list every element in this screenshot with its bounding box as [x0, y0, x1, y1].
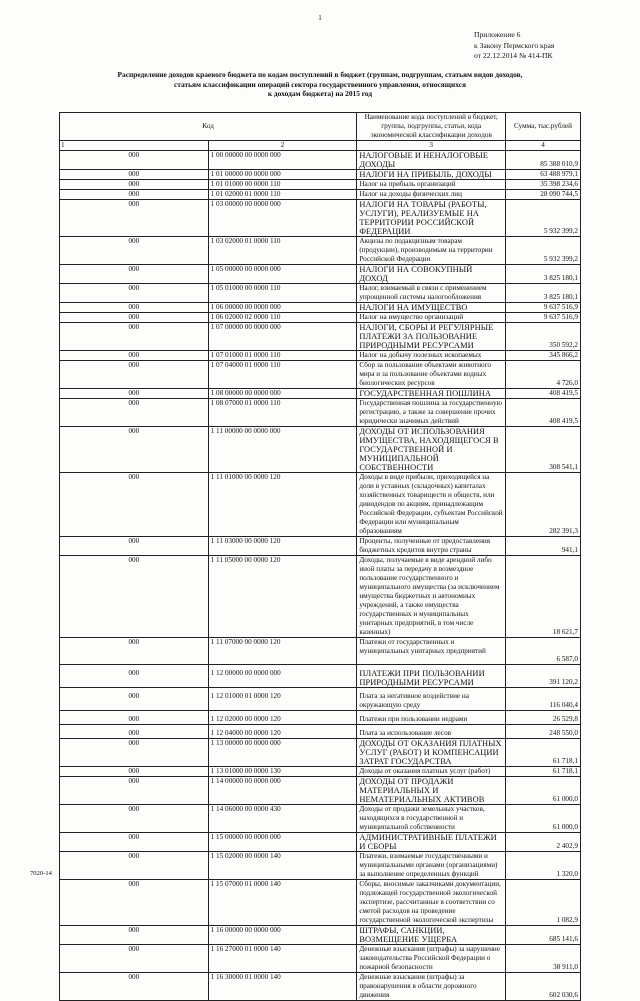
sum-cell: 38 911,0 [506, 945, 581, 973]
table-row [60, 767, 581, 777]
table-row [60, 237, 581, 265]
revenue-name-cell: НАЛОГИ, СБОРЫ И РЕГУЛЯРНЫЕ ПЛАТЕЖИ ЗА ПОЛЬЗОВАНИЕ ПРИРОДНЫМИ РЕСУРСАМИ [357, 323, 506, 351]
revenue-name-cell: АДМИНИСТРАТИВНЫЕ ПЛАТЕЖИ И СБОРЫ [357, 833, 506, 852]
sum-cell: 4 726,0 [506, 361, 581, 389]
title-line: Распределение доходов краевого бюджета по кодам поступлений в бюджет (группам, подгруппам, статьям видов доходов, [117, 70, 523, 79]
header-sum: Сумма, тыс.рублей [506, 113, 581, 141]
table-row [60, 151, 581, 170]
table-row [60, 711, 581, 725]
table-row [60, 833, 581, 852]
col-number: 1 [60, 141, 209, 151]
revenue-name-cell: Доходы от оказания платных услуг (работ) [357, 767, 506, 777]
admin-code-cell: 000 [60, 833, 209, 852]
budget-code-cell: 1 06 00000 00 0000 000 [208, 303, 357, 313]
admin-code-cell: 000 [60, 739, 209, 767]
appendix-line: Приложение 6 [474, 30, 521, 39]
col-number: 4 [506, 141, 581, 151]
sum-cell: 3 825 180,1 [506, 284, 581, 303]
revenue-name-cell: Платежи, взимаемые государственными и муниципальными органами (организациями) за выполнение определенных функций [357, 852, 506, 880]
admin-code-cell: 000 [60, 180, 209, 190]
budget-code-cell: 1 14 06000 00 0000 430 [208, 805, 357, 833]
table-row [60, 323, 581, 351]
table-row [60, 725, 581, 739]
table-row [60, 265, 581, 284]
admin-code-cell: 000 [60, 880, 209, 926]
budget-code-cell: 1 05 00000 00 0000 000 [208, 265, 357, 284]
admin-code-cell: 000 [60, 973, 209, 1001]
table-row [60, 170, 581, 180]
table-row [60, 303, 581, 313]
table-row [60, 665, 581, 688]
admin-code-cell: 000 [60, 945, 209, 973]
table-row [60, 852, 581, 880]
revenue-name-cell: НАЛОГИ НА ИМУЩЕСТВО [357, 303, 506, 313]
budget-code-cell: 1 07 04000 01 0000 110 [208, 361, 357, 389]
sum-cell: 9 637 516,9 [506, 313, 581, 323]
admin-code-cell: 000 [60, 303, 209, 313]
revenue-name-cell: ДОХОДЫ ОТ ПРОДАЖИ МАТЕРИАЛЬНЫХ И НЕМАТЕРИАЛЬНЫХ АКТИВОВ [357, 777, 506, 805]
budget-code-cell: 1 06 02000 02 0000 110 [208, 313, 357, 323]
budget-code-cell: 1 11 05000 00 0000 120 [208, 556, 357, 638]
sum-cell: 408 419,5 [506, 399, 581, 427]
col-number: 3 [357, 141, 506, 151]
table-row [60, 638, 581, 665]
revenue-name-cell: ДОХОДЫ ОТ ОКАЗАНИЯ ПЛАТНЫХ УСЛУГ (РАБОТ) И КОМПЕНСАЦИИ ЗАТРАТ ГОСУДАРСТВА [357, 739, 506, 767]
sum-cell: 35 398 234,6 [506, 180, 581, 190]
sum-cell: 282 391,3 [506, 473, 581, 537]
revenue-name-cell: Налог, взимаемый в связи с применением упрощенной системы налогообложения [357, 284, 506, 303]
appendix-line: от 22.12.2014 № 414-ПК [474, 51, 553, 60]
revenue-table [59, 112, 581, 1001]
budget-code-cell: 1 11 01000 00 0000 120 [208, 473, 357, 537]
document-title [50, 70, 590, 99]
budget-code-cell: 1 14 00000 00 0000 000 [208, 777, 357, 805]
sum-cell: 345 866,2 [506, 351, 581, 361]
sum-cell: 391 120,2 [506, 665, 581, 688]
table-row [60, 739, 581, 767]
budget-code-cell: 1 11 00000 00 0000 000 [208, 427, 357, 473]
revenue-name-cell: Налог на добычу полезных ископаемых [357, 351, 506, 361]
sum-cell: 28 090 744,5 [506, 190, 581, 200]
budget-code-cell: 1 15 07000 01 0000 140 [208, 880, 357, 926]
sum-cell: 18 621,7 [506, 556, 581, 638]
revenue-name-cell: Сбор за пользование объектами животного мира и за пользование объектами водных биологических ресурсов [357, 361, 506, 389]
sum-cell: 602 030,6 [506, 973, 581, 1001]
budget-code-cell: 1 07 00000 00 0000 000 [208, 323, 357, 351]
col-number: 2 [208, 141, 357, 151]
admin-code-cell: 000 [60, 284, 209, 303]
table-row [60, 973, 581, 1001]
sum-cell: 308 541,1 [506, 427, 581, 473]
sum-cell: 61 000,0 [506, 777, 581, 805]
table-row [60, 473, 581, 537]
admin-code-cell: 000 [60, 190, 209, 200]
admin-code-cell: 000 [60, 313, 209, 323]
page-number: 1 [318, 14, 322, 22]
revenue-name-cell: ДОХОДЫ ОТ ИСПОЛЬЗОВАНИЯ ИМУЩЕСТВА, НАХОДЯЩЕГОСЯ В ГОСУДАРСТВЕННОЙ И МУНИЦИПАЛЬНОЙ СОБСТВЕННОСТИ [357, 427, 506, 473]
admin-code-cell: 000 [60, 638, 209, 665]
budget-code-cell: 1 16 27000 01 0000 140 [208, 945, 357, 973]
admin-code-cell: 000 [60, 170, 209, 180]
budget-code-cell: 1 12 01000 01 0000 120 [208, 688, 357, 711]
sum-cell: 26 529,8 [506, 711, 581, 725]
revenue-name-cell: Акцизы по подакцизным товарам (продукции), производимым на территории Российской Федерации [357, 237, 506, 265]
admin-code-cell: 000 [60, 399, 209, 427]
admin-code-cell: 000 [60, 767, 209, 777]
admin-code-cell: 000 [60, 805, 209, 833]
sum-cell: 5 932 399,2 [506, 237, 581, 265]
admin-code-cell: 000 [60, 537, 209, 556]
sum-cell: 5 932 399,2 [506, 200, 581, 237]
table-row [60, 926, 581, 945]
sum-cell: 61 000,0 [506, 805, 581, 833]
sum-cell: 248 550,0 [506, 725, 581, 739]
revenue-name-cell: НАЛОГОВЫЕ И НЕНАЛОГОВЫЕ ДОХОДЫ [357, 151, 506, 170]
revenue-name-cell: Проценты, полученные от предоставления бюджетных кредитов внутри страны [357, 537, 506, 556]
admin-code-cell: 000 [60, 151, 209, 170]
revenue-name-cell: Плата за негативное воздействие на окружающую среду [357, 688, 506, 711]
budget-code-cell: 1 03 00000 00 0000 000 [208, 200, 357, 237]
sum-cell: 1 082,9 [506, 880, 581, 926]
table-header-row [60, 113, 581, 141]
admin-code-cell: 000 [60, 265, 209, 284]
sum-cell: 85 388 010,9 [506, 151, 581, 170]
admin-code-cell: 000 [60, 711, 209, 725]
budget-code-cell: 1 05 01000 00 0000 110 [208, 284, 357, 303]
table-row [60, 180, 581, 190]
revenue-name-cell: ГОСУДАРСТВЕННАЯ ПОШЛИНА [357, 389, 506, 399]
table-row [60, 284, 581, 303]
admin-code-cell: 000 [60, 473, 209, 537]
budget-code-cell: 1 12 02000 00 0000 120 [208, 711, 357, 725]
table-row [60, 537, 581, 556]
budget-code-cell: 1 11 07000 00 0000 120 [208, 638, 357, 665]
budget-code-cell: 1 13 00000 00 0000 000 [208, 739, 357, 767]
budget-code-cell: 1 15 00000 00 0000 000 [208, 833, 357, 852]
revenue-name-cell: ШТРАФЫ, САНКЦИИ, ВОЗМЕЩЕНИЕ УЩЕРБА [357, 926, 506, 945]
admin-code-cell: 000 [60, 351, 209, 361]
revenue-name-cell: Плата за использование лесов [357, 725, 506, 739]
admin-code-cell: 000 [60, 852, 209, 880]
sum-cell: 941,1 [506, 537, 581, 556]
title-line: к доходам бюджета) на 2015 год [267, 89, 373, 99]
appendix-header [474, 30, 554, 62]
admin-code-cell: 000 [60, 237, 209, 265]
budget-code-cell: 1 12 00000 00 0000 000 [208, 665, 357, 688]
sum-cell: 61 718,1 [506, 739, 581, 767]
revenue-name-cell: Сборы, вносимые заказчиками документации, подлежащей государственной экологической экспертизе, рассчитанные в соответствии со сметой расходов на проведение государственной экологической экспертизы [357, 880, 506, 926]
table-row [60, 556, 581, 638]
header-name: Наименование кода поступлений в бюджет, группы, подгруппы, статьи, кода экономической классификации доходов [357, 113, 506, 141]
table-row [60, 805, 581, 833]
revenue-name-cell: Доходы, получаемые в виде арендной либо иной платы за передачу в возмездное пользование государственного и муниципального имущества (за исключением имущества бюджетных и автономных учреждений, а также имущества государственных и муниципальных унитарных предприятий, в том числе казенных) [357, 556, 506, 638]
budget-code-cell: 1 12 04000 00 0000 120 [208, 725, 357, 739]
sum-cell: 3 825 180,1 [506, 265, 581, 284]
title-line: статьям классификации операций сектора государственного управления, относящихся [173, 79, 467, 89]
sum-cell: 6 587,0 [506, 638, 581, 665]
header-code: Код [60, 113, 357, 141]
table-number-row [60, 141, 581, 151]
sum-cell: 1 320,0 [506, 852, 581, 880]
budget-code-cell: 1 11 03000 00 0000 120 [208, 537, 357, 556]
revenue-name-cell: Денежные взыскания (штрафы) за правонарушения в области дорожного движения [357, 973, 506, 1001]
admin-code-cell: 000 [60, 556, 209, 638]
table-row [60, 389, 581, 399]
admin-code-cell: 000 [60, 777, 209, 805]
admin-code-cell: 000 [60, 389, 209, 399]
appendix-line: к Закону Пермского края [474, 40, 555, 50]
sum-cell: 61 718,1 [506, 767, 581, 777]
revenue-name-cell: Доходы от продажи земельных участков, находящихся в государственной и муниципальной собственности [357, 805, 506, 833]
revenue-name-cell: Денежные взыскания (штрафы) за нарушение законодательства Российской Федерации о пожарной безопасности [357, 945, 506, 973]
revenue-name-cell: Доходы в виде прибыли, приходящейся на доли в уставных (складочных) капиталах хозяйственных товариществ и обществ, или дивидендов по акциям, принадлежащим Российской Федерации, субъектам Российской Федерации или муниципальным образованиям [357, 473, 506, 537]
budget-code-cell: 1 00 00000 00 0000 000 [208, 151, 357, 170]
revenue-name-cell: НАЛОГИ НА ПРИБЫЛЬ, ДОХОДЫ [357, 170, 506, 180]
revenue-name-cell: НАЛОГИ НА СОВОКУПНЫЙ ДОХОД [357, 265, 506, 284]
sum-cell: 9 637 516,9 [506, 303, 581, 313]
admin-code-cell: 000 [60, 361, 209, 389]
revenue-name-cell: Государственная пошлина за государственную регистрацию, а также за совершение прочих юридически значимых действий [357, 399, 506, 427]
table-row [60, 361, 581, 389]
admin-code-cell: 000 [60, 200, 209, 237]
table-row [60, 351, 581, 361]
admin-code-cell: 000 [60, 688, 209, 711]
table-row [60, 777, 581, 805]
admin-code-cell: 000 [60, 427, 209, 473]
budget-code-cell: 1 16 00000 00 0000 000 [208, 926, 357, 945]
table-row [60, 427, 581, 473]
footer-code: 7020-14 [30, 870, 52, 877]
table-row [60, 399, 581, 427]
budget-code-cell: 1 15 02000 00 0000 140 [208, 852, 357, 880]
revenue-name-cell: Налог на доходы физических лиц [357, 190, 506, 200]
table-row [60, 190, 581, 200]
table-row [60, 880, 581, 926]
budget-code-cell: 1 01 00000 00 0000 000 [208, 170, 357, 180]
admin-code-cell: 000 [60, 725, 209, 739]
sum-cell: 685 141,6 [506, 926, 581, 945]
admin-code-cell: 000 [60, 665, 209, 688]
budget-code-cell: 1 13 01000 00 0000 130 [208, 767, 357, 777]
budget-code-cell: 1 07 01000 01 0000 110 [208, 351, 357, 361]
sum-cell: 116 040,4 [506, 688, 581, 711]
budget-code-cell: 1 03 02000 01 0000 110 [208, 237, 357, 265]
table-row [60, 200, 581, 237]
revenue-name-cell: Платежи от государственных и муниципальных унитарных предприятий [357, 638, 506, 665]
budget-code-cell: 1 16 30000 01 0000 140 [208, 973, 357, 1001]
admin-code-cell: 000 [60, 926, 209, 945]
revenue-name-cell: Налог на имущество организаций [357, 313, 506, 323]
budget-code-cell: 1 01 01000 00 0000 110 [208, 180, 357, 190]
sum-cell: 350 592,2 [506, 323, 581, 351]
table-row [60, 945, 581, 973]
budget-code-cell: 1 08 07000 01 0000 110 [208, 399, 357, 427]
budget-code-cell: 1 08 00000 00 0000 000 [208, 389, 357, 399]
sum-cell: 2 402,9 [506, 833, 581, 852]
revenue-name-cell: Платежи при пользовании недрами [357, 711, 506, 725]
table-row [60, 313, 581, 323]
admin-code-cell: 000 [60, 323, 209, 351]
revenue-name-cell: ПЛАТЕЖИ ПРИ ПОЛЬЗОВАНИИ ПРИРОДНЫМИ РЕСУРСАМИ [357, 665, 506, 688]
revenue-name-cell: НАЛОГИ НА ТОВАРЫ (РАБОТЫ, УСЛУГИ), РЕАЛИЗУЕМЫЕ НА ТЕРРИТОРИИ РОССИЙСКОЙ ФЕДЕРАЦИИ [357, 200, 506, 237]
budget-code-cell: 1 01 02000 01 0000 110 [208, 190, 357, 200]
sum-cell: 63 488 979,1 [506, 170, 581, 180]
table-row [60, 688, 581, 711]
sum-cell: 408 419,5 [506, 389, 581, 399]
revenue-name-cell: Налог на прибыль организаций [357, 180, 506, 190]
